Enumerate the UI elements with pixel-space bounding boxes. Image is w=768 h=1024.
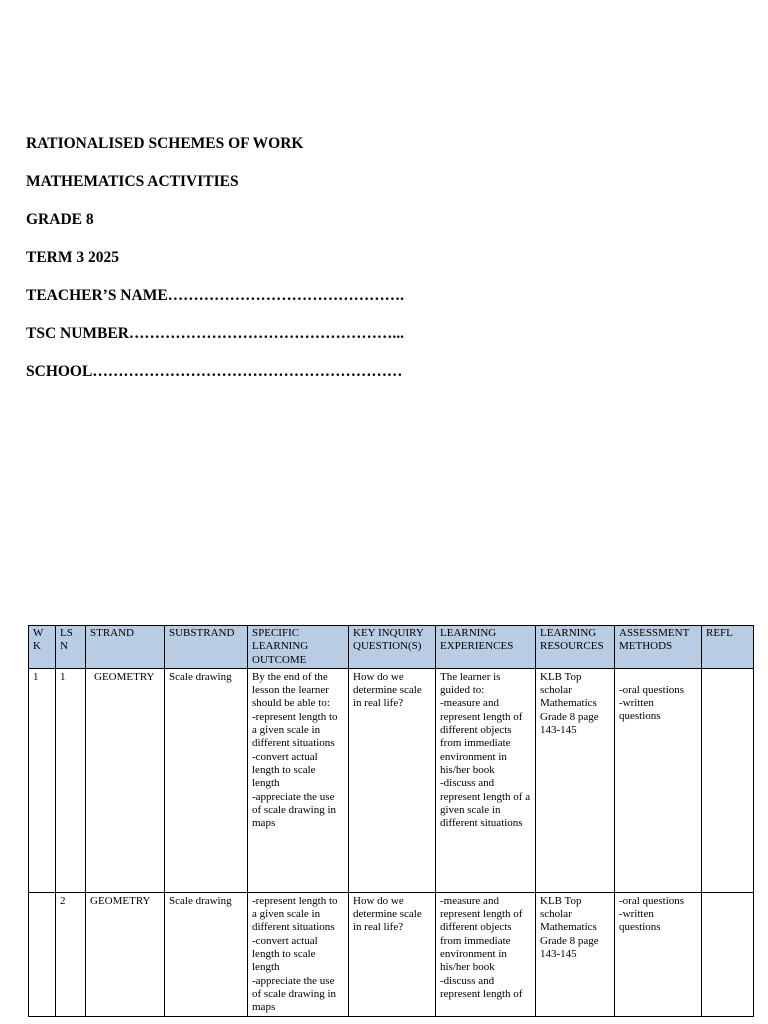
cell-lesson: 2 xyxy=(56,892,86,1016)
col-header-assessment: ASSESSMENT METHODS xyxy=(615,626,702,669)
cell-experiences: The learner is guided to: -measure and represent length of different objects from immediate environment in his/her book -discuss and represent length of a given scale in different situations xyxy=(436,668,536,892)
cell-inquiry: How do we determine scale in real life? xyxy=(349,668,436,892)
cell-week xyxy=(29,892,56,1016)
tsc-number-line: TSC NUMBER……………………………………………... xyxy=(26,325,405,342)
cell-substrand: Scale drawing xyxy=(165,892,248,1016)
col-header-week: W K xyxy=(29,626,56,669)
col-header-resources: LEARNING RESOURCES xyxy=(536,626,615,669)
table-header-row xyxy=(29,626,754,669)
cell-substrand: Scale drawing xyxy=(165,668,248,892)
table-row xyxy=(29,892,754,1016)
teacher-name-line: TEACHER’S NAME………………………………………. xyxy=(26,287,405,304)
grade-line: GRADE 8 xyxy=(26,211,94,228)
document-title: RATIONALISED SCHEMES OF WORK xyxy=(26,135,304,152)
cell-reflection xyxy=(702,892,754,1016)
cell-inquiry: How do we determine scale in real life? xyxy=(349,892,436,1016)
cell-outcome: By the end of the lesson the learner should be able to: -represent length to a given scale in different situations -convert actual length to scale length -appreciate the use of scale drawing in maps xyxy=(248,668,349,892)
cell-resources: KLB Top scholar Mathematics Grade 8 page 143-145 xyxy=(536,892,615,1016)
col-header-strand: STRAND xyxy=(86,626,165,669)
cell-reflection xyxy=(702,668,754,892)
cell-assessment: -oral questions -written questions xyxy=(615,668,702,892)
cell-assessment: -oral questions -written questions xyxy=(615,892,702,1016)
cell-week: 1 xyxy=(29,668,56,892)
schemes-of-work-table xyxy=(28,625,754,1017)
cell-strand: GEOMETRY xyxy=(86,892,165,1016)
col-header-reflection: REFL xyxy=(702,626,754,669)
subject-line: MATHEMATICS ACTIVITIES xyxy=(26,173,239,190)
document-header xyxy=(26,134,404,400)
cell-strand: GEOMETRY xyxy=(86,668,165,892)
cell-lesson: 1 xyxy=(56,668,86,892)
cell-resources: KLB Top scholar Mathematics Grade 8 page 143-145 xyxy=(536,668,615,892)
cell-experiences: -measure and represent length of different objects from immediate environment in his/her book -discuss and represent length of xyxy=(436,892,536,1016)
col-header-substrand: SUBSTRAND xyxy=(165,626,248,669)
term-line: TERM 3 2025 xyxy=(26,249,119,266)
school-line: SCHOOL…………………………………………………… xyxy=(26,363,403,380)
cell-outcome: -represent length to a given scale in different situations -convert actual length to scale length -appreciate the use of scale drawing in maps xyxy=(248,892,349,1016)
table-row xyxy=(29,668,754,892)
col-header-inquiry: KEY INQUIRY QUESTION(S) xyxy=(349,626,436,669)
col-header-outcome: SPECIFIC LEARNING OUTCOME xyxy=(248,626,349,669)
col-header-experiences: LEARNING EXPERIENCES xyxy=(436,626,536,669)
col-header-lesson: LS N xyxy=(56,626,86,669)
